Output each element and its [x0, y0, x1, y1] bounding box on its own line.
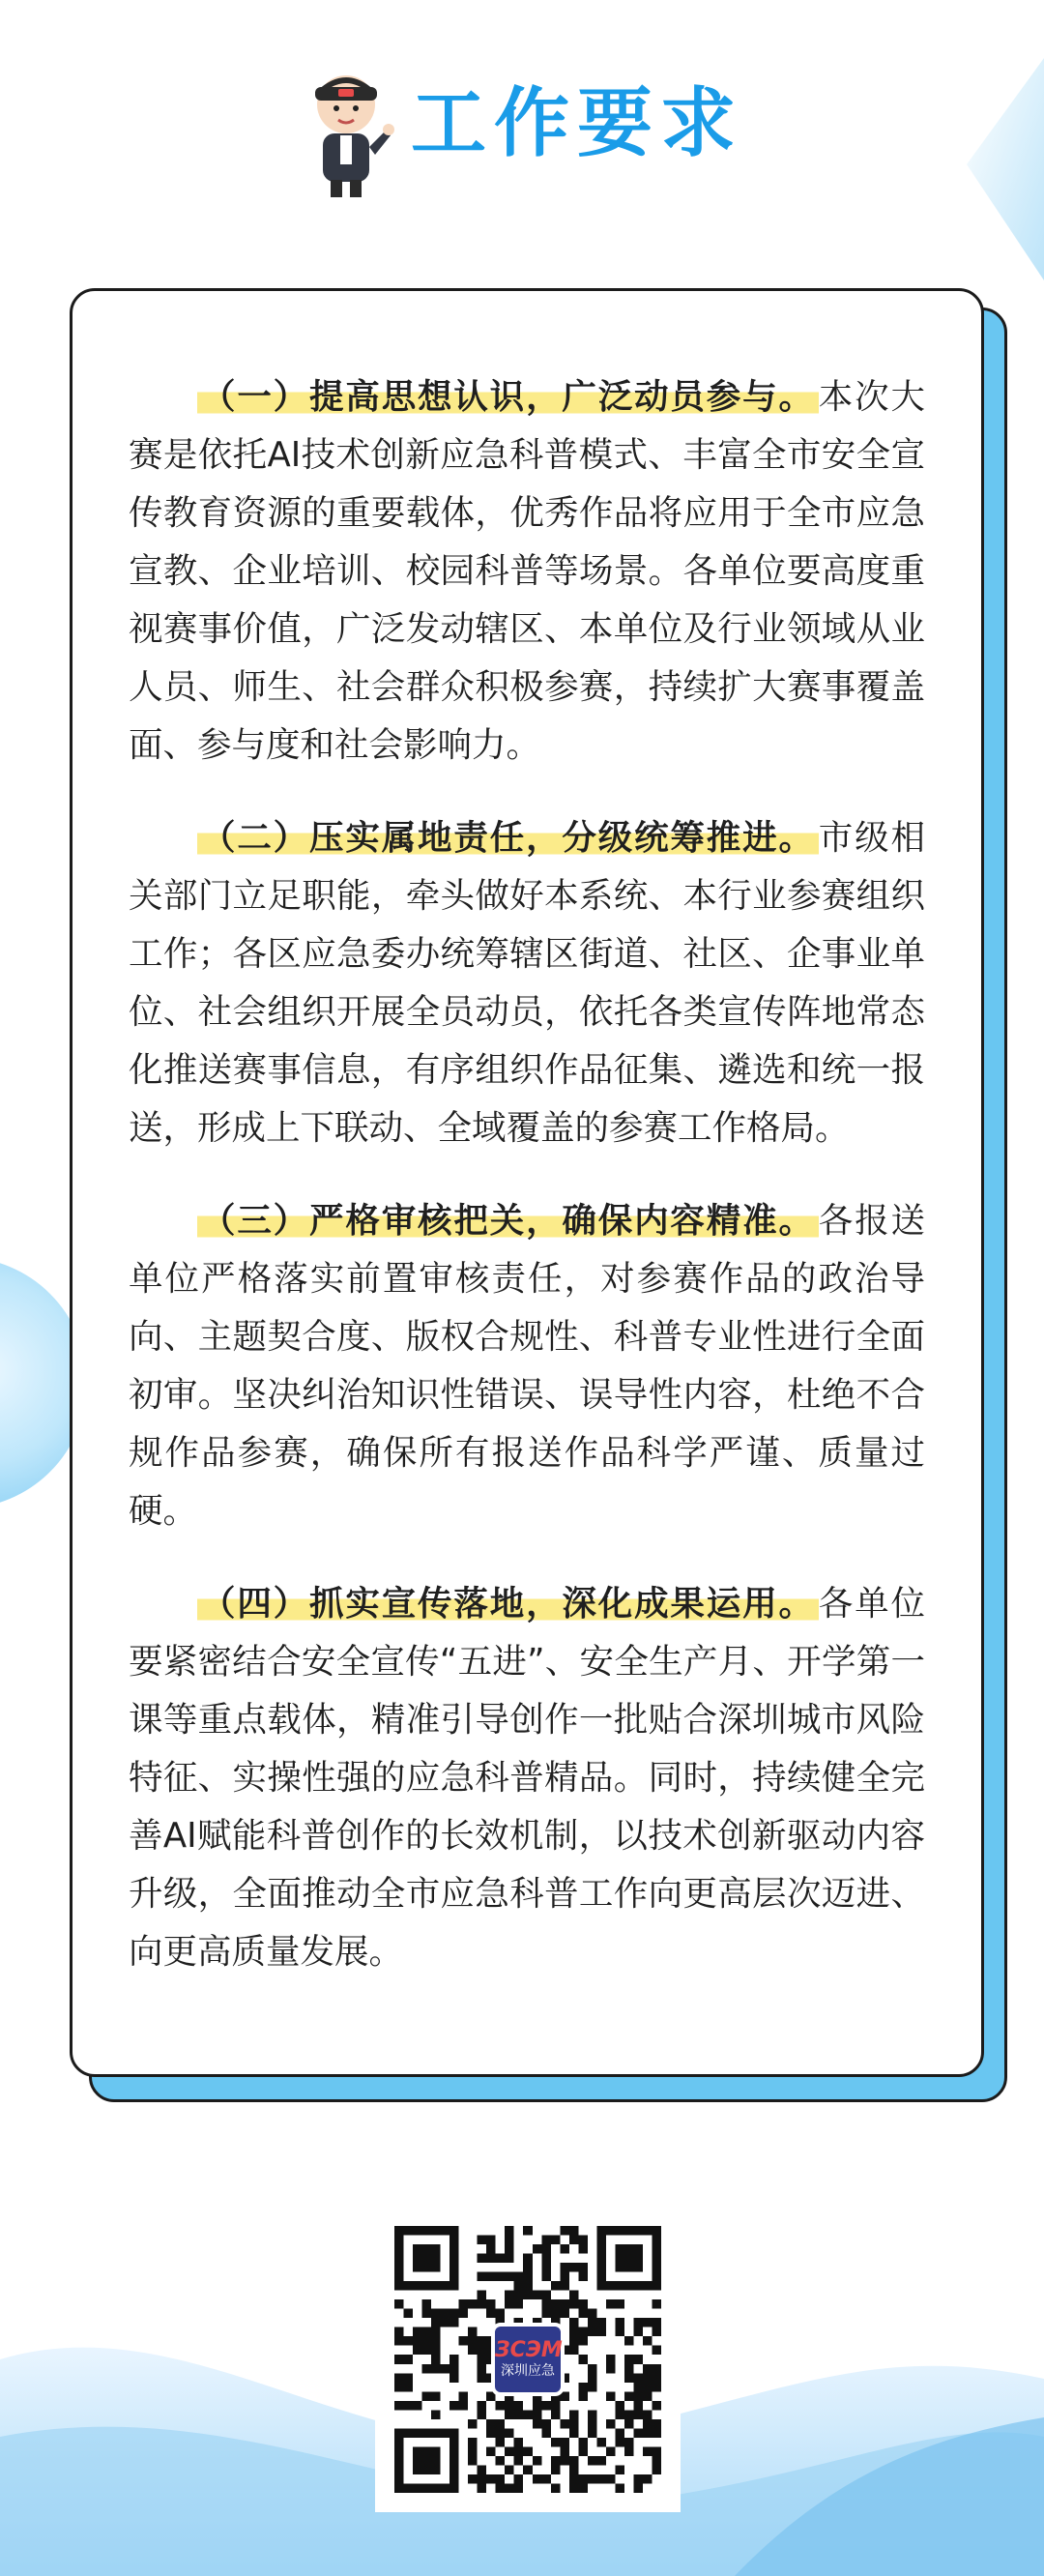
page-title: 工作要求 [411, 80, 744, 167]
qr-logo-top: ЗСЭМ [495, 2338, 563, 2362]
qr-logo [491, 2323, 565, 2396]
qr-logo-bottom: 深圳应急 [501, 2363, 555, 2379]
content-card [70, 288, 984, 2077]
section-4-heading: （四）抓实宣传落地，深化成果运用。 [197, 1584, 819, 1624]
emergency-officer-mascot-icon [298, 66, 394, 201]
section-3 [129, 1192, 925, 1540]
header [0, 48, 1044, 203]
section-1-heading: （一）提高思想认识，广泛动员参与。 [197, 377, 819, 417]
section-2-heading: （二）压实属地责任，分级统筹推进。 [197, 818, 819, 858]
section-4 [129, 1575, 925, 1981]
section-2-body: 市级相关部门立足职能，牵头做好本系统、本行业参赛组织工作；各区应急委办统筹辖区街道、社区、企事业单位、社会组织开展全员动员，依托各类宣传阵地常态化推送赛事信息，有序组织作品征集、遴选和统一报送，形成上下联动、全域覆盖的参赛工作格局。 [129, 818, 925, 1148]
section-1-body: 本次大赛是依托AI技术创新应急科普模式、丰富全市安全宣传教育资源的重要载体，优秀作品将应用于全市应急宣教、企业培训、校园科普等场景。各单位要高度重视赛事价值，广泛发动辖区、本单位及行业领域从业人员、师生、社会群众积极参赛，持续扩大赛事覆盖面、参与度和社会影响力。 [129, 377, 925, 765]
qr-code[interactable] [375, 2207, 681, 2512]
section-2 [129, 809, 925, 1157]
section-3-body: 各报送单位严格落实前置审核责任，对参赛作品的政治导向、主题契合度、版权合规性、科普专业性进行全面初审。坚决纠治知识性错误、误导性内容，杜绝不合规作品参赛，确保所有报送作品科学严谨、质量过硬。 [129, 1201, 925, 1531]
section-1 [129, 368, 925, 775]
section-3-heading: （三）严格审核把关，确保内容精准。 [197, 1201, 819, 1241]
section-4-body: 各单位要紧密结合安全宣传“五进”、安全生产月、开学第一课等重点载体，精准引导创作一批贴合深圳城市风险特征、实操性强的应急科普精品。同时，持续健全完善AI赋能科普创作的长效机制，以技术创新驱动内容升级，全面推动全市应急科普工作向更高层次迈进、向更高质量发展。 [129, 1584, 925, 1972]
